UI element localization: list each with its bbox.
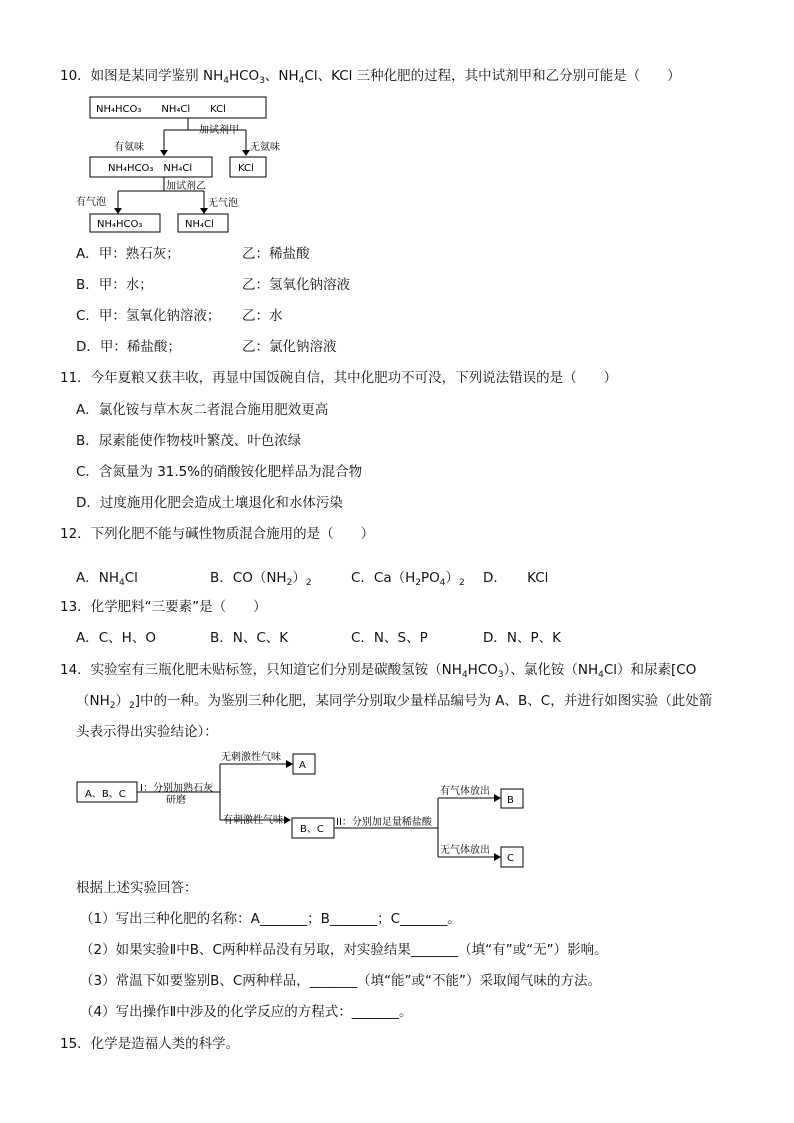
q11-option-c: C．含氮量为 31.5%的硝酸铵化肥样品为混合物 [76, 464, 363, 480]
q12-option-c: C．$Ca(H_2PO_4)_2$ [351, 570, 465, 588]
q10-kcl-label: KCl [238, 163, 254, 174]
q12-option-d: D． KCl [483, 570, 549, 586]
q10-left1: 有氨味 [114, 142, 144, 153]
q10-box-b-label: NH₄Cl [185, 219, 214, 230]
q14-has-gas: 有气体放出 [440, 786, 490, 797]
q13-option-d: D．N、P、K [483, 630, 561, 646]
q10-box-a-label: NH₄HCO₃ [97, 219, 143, 230]
q14-box-bc-label: B、C [300, 824, 324, 835]
q10-top-box-label: NH₄HCO₃ NH₄Cl KCl [96, 104, 226, 115]
q14-has-smell: 有刺激性气味 [223, 815, 283, 826]
q13-option-c: C．N、S、P [351, 630, 428, 646]
q10-right2: 无气泡 [208, 198, 238, 209]
q14-sub-3: （3）常温下如要鉴别B、C两种样品，_______（填“能”或“不能”）采取闻气味的方法。 [80, 973, 602, 989]
q15-stem: 15．化学是造福人类的科学。 [60, 1036, 240, 1052]
q12-option-b: B．$CO(NH_2)_2$ [210, 570, 312, 588]
q14-stem-line3: 头表示得出实验结论）： [76, 724, 218, 740]
q14-step2: II：分别加足量稀盐酸 [336, 817, 432, 828]
q10-reagent2: 加试剂乙 [166, 181, 206, 192]
q12-option-a: A．$NH_4Cl$ [76, 570, 138, 588]
q10-stem: 10．如图是某同学鉴别 $NH_4HCO_3$、$NH_4Cl$、KCl 三种化肥的过程，其中试剂甲和乙分别可能是（ ） [60, 68, 681, 86]
q11-option-b: B．尿素能使作物枝叶繁茂、叶色浓绿 [76, 433, 302, 449]
q10-right1: 无氨味 [250, 142, 280, 153]
q14-step1-a: I：分别加熟石灰 [140, 783, 213, 794]
q14-step1-b: 研磨 [166, 795, 186, 806]
q10-option-d: D．甲：稀盐酸； 乙：氯化钠溶液 [76, 339, 337, 355]
q14-box-b-label: B [507, 795, 514, 806]
q14-no-smell: 无刺激性气味 [221, 752, 281, 763]
q10-reagent1: 加试剂甲 [199, 125, 239, 136]
q14-sub-2: （2）如果实验Ⅱ中B、C两种样品没有另取，对实验结果_______（填“有”或“无”）影响。 [80, 942, 608, 958]
q13-stem: 13．化学肥料“三要素”是（ ） [60, 599, 267, 615]
q14-sub-1: （1）写出三种化肥的名称：A_______；B_______；C_______。 [80, 911, 461, 927]
q14-stem-line1: 14．实验室有三瓶化肥未贴标签，只知道它们分别是碳酸氢铵$(NH_4HCO_3)$、氯化铵$(NH_4Cl)$和尿素[CO [60, 662, 697, 680]
q13-option-b: B．N、C、K [210, 630, 289, 646]
q14-answer-intro: 根据上述实验回答： [76, 880, 198, 896]
q14-no-gas: 无气体放出 [440, 845, 490, 856]
q14-box-a-label: A [299, 760, 306, 771]
q11-option-a: A．氯化铵与草木灰二者混合施用肥效更高 [76, 402, 329, 418]
q12-stem: 12．下列化肥不能与碱性物质混合施用的是（ ） [60, 526, 375, 542]
q13-option-a: A．C、H、O [76, 630, 156, 646]
q10-mid-box-label: NH₄HCO₃ NH₄Cl [108, 163, 193, 174]
q10-left2: 有气泡 [76, 197, 106, 208]
q14-stem-line2: $(NH_2)_2$]中的一种。为鉴别三种化肥，某同学分别取少量样品编号为 A、B、C，并进行如图实验（此处箭 [76, 693, 713, 711]
q10-diagram [76, 94, 314, 236]
q11-option-d: D．过度施用化肥会造成土壤退化和水体污染 [76, 495, 343, 511]
q14-start-box-label: A、B、C [85, 789, 126, 800]
q10-option-b: B．甲：水； 乙：氢氧化钠溶液 [76, 277, 350, 293]
q14-box-c-label: C [507, 853, 514, 864]
q10-option-a: A．甲：熟石灰； 乙：稀盐酸 [76, 246, 310, 262]
q10-option-c: C．甲：氢氧化钠溶液； 乙：水 [76, 308, 283, 324]
q14-sub-4: （4）写出操作Ⅱ中涉及的化学反应的方程式：_______。 [80, 1004, 413, 1020]
q11-stem: 11．今年夏粮又获丰收，再显中国饭碗自信，其中化肥功不可没，下列说法错误的是（ ） [60, 370, 618, 386]
q14-diagram [74, 744, 534, 870]
